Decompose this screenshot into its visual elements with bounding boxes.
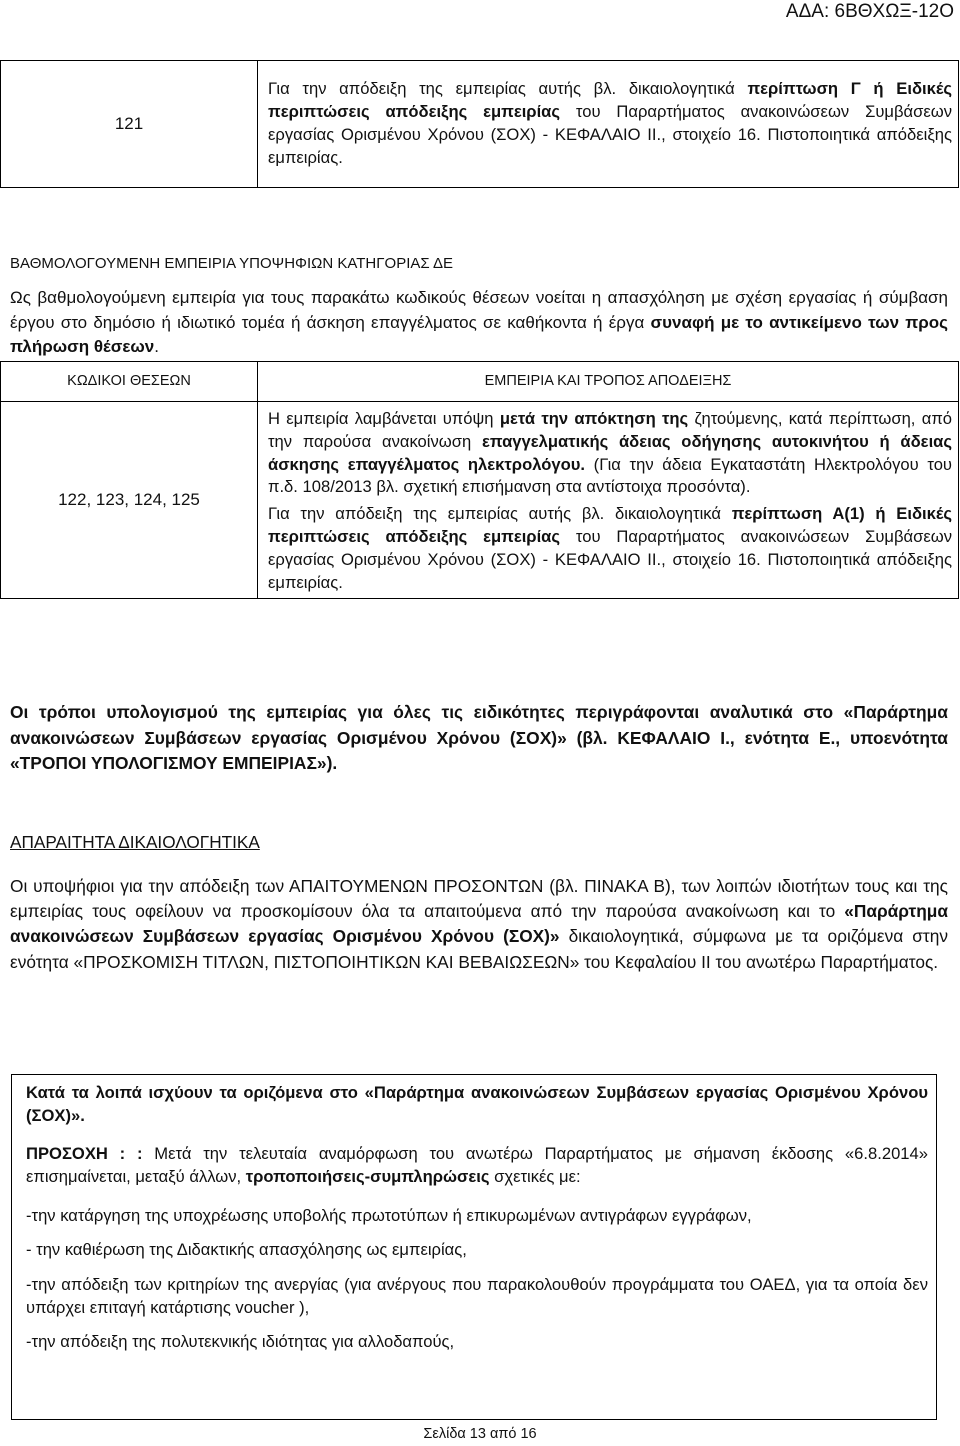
bold-text: τροποποιήσεις-συμπληρώσεις: [245, 1166, 490, 1186]
experience-condition-text: [268, 408, 952, 499]
experience-proof-text: [258, 61, 959, 188]
text-run: - την καθιέρωση της Διδακτικής απασχόλησης ως εμπειρίας,: [26, 1240, 467, 1260]
notice-item: [26, 1330, 928, 1353]
text-run: του Παραρτήματος ανακοινώσεων Συμβάσεων εργασίας Ορισμένου Χρόνου (ΣΟΧ) - ΚΕΦΑΛΑΙΟ ΙΙ., στοιχείο 16. Πιστοποιητικά απόδειξης εμπειρίας.: [268, 102, 952, 167]
text-run: Για την απόδειξη της εμπειρίας αυτής βλ. δικαιολογητικά: [268, 504, 732, 524]
text-run: ζητούμενης, κατά περίπτωση, από την παρούσα ανακοίνωση: [268, 409, 952, 451]
bold-text: περίπτωση Α(1) ή Ειδικές περιπτώσεις απόδειξης εμπειρίας: [268, 504, 953, 546]
table-row: [1, 402, 959, 599]
notice-box: [11, 1074, 937, 1420]
ada-code: ΑΔΑ: 6ΒΘΧΩΞ-12Ο: [785, 1, 954, 22]
column-header-codes: ΚΩΔΙΚΟΙ ΘΕΣΕΩΝ: [1, 362, 258, 402]
category-title: ΒΑΘΜΟΛΟΓΟΥΜΕΝΗ ΕΜΠΕΙΡΙΑ ΥΠΟΨΗΦΙΩΝ ΚΑΤΗΓΟΡΙΑΣ ΔΕ: [10, 255, 454, 272]
text-run: Η εμπειρία λαμβάνεται υπόψη: [268, 409, 500, 428]
bold-text: μετά την απόκτηση της: [499, 409, 689, 428]
text-run: -την κατάργηση της υποχρέωσης υποβολής πρωτοτύπων ή επικυρωμένων αντιγράφων εγγράφων,: [26, 1206, 752, 1226]
notice-item: [26, 1238, 928, 1261]
text-run: -την απόδειξη της πολυτεκνικής ιδιότητας για αλλοδαπούς,: [26, 1332, 455, 1352]
experience-proof-text: [268, 503, 952, 594]
bold-text: ΠΡΟΣΟΧΗ : :: [26, 1143, 143, 1163]
position-code: 121: [1, 61, 258, 188]
bold-text: «Παράρτημα ανακοινώσεων Συμβάσεων εργασίας Ορισμένου Χρόνου (ΣΟΧ)»: [10, 901, 948, 947]
text-run: Ως βαθμολογούμενη εμπειρία για τους παρακάτω κωδικούς θέσεων νοείται η απασχόληση με σχέση εργασίας ή σύμβαση έργου στο δημόσιο ή ιδιωτικό τομέα ή άσκηση επαγγέλματος σε καθήκοντα ή έργα: [10, 288, 948, 332]
table-header-row: [1, 362, 959, 402]
text-run: .: [154, 337, 159, 356]
experience-proof-cell: [258, 402, 959, 599]
notice-general: [26, 1075, 928, 1128]
text-run: του Παραρτήματος ανακοινώσεων Συμβάσεων εργασίας Ορισμένου Χρόνου (ΣΟΧ) - ΚΕΦΑΛΑΙΟ ΙΙ., στοιχείο 16. Πιστοποιητικά απόδειξης εμπειρίας.: [268, 526, 952, 592]
text-run: δικαιολογητικά, σύμφωνα με τα οριζόμενα στην ενότητα «ΠΡΟΣΚΟΜΙΣΗ ΤΙΤΛΩΝ, ΠΙΣΤΟΠΟΙΗΤΙΚΩΝ ΚΑΙ ΒΕΒΑΙΩΣΕΩΝ» του Κεφαλαίου ΙΙ του ανωτέρω Παραρτήματος.: [10, 926, 948, 972]
notice-item: [26, 1273, 928, 1320]
text-run: σχετικές με:: [489, 1166, 581, 1186]
bold-text: επαγγελματικής άδειας οδήγησης αυτοκινήτου ή άδειας άσκησης επαγγέλματος ηλεκτρολόγου.: [268, 431, 953, 474]
text-run: Μετά την τελευταία αναμόρφωση του ανωτέρω Παραρτήματος με σήμανση έκδοσης «6.8.2014» επισημαίνεται, μεταξύ άλλων,: [26, 1143, 928, 1186]
calculation-methods-paragraph: Οι τρόποι υπολογισμού της εμπειρίας για όλες τις ειδικότητες περιγράφονται αναλυτικά στο «Παράρτημα ανακοινώσεων Συμβάσεων εργασίας Ορισμένου Χρόνου (ΣΟΧ)» (βλ. ΚΕΦΑΛΑΙΟ Ι., ενότητα Ε., υποενότητα «ΤΡΟΠΟΙ ΥΠΟΛΟΓΙΣΜΟΥ ΕΜΠΕΙΡΙΑΣ»).: [10, 702, 948, 774]
required-documents-paragraph: [10, 874, 948, 975]
required-documents-title: ΑΠΑΡΑΙΤΗΤΑ ΔΙΚΑΙΟΛΟΓΗΤΙΚΑ: [10, 832, 260, 852]
page-number: Σελίδα 13 από 16: [423, 1426, 537, 1442]
bold-text: περίπτωση Γ ή Ειδικές περιπτώσεις απόδειξης εμπειρίας: [268, 79, 952, 122]
table-row: [1, 61, 959, 188]
experience-table-de: [0, 361, 959, 599]
bold-text: Κατά τα λοιπά ισχύουν τα οριζόμενα στο «Παράρτημα ανακοινώσεων Συμβάσεων εργασίας Ορισμένου Χρόνου (ΣΟΧ)».: [26, 1083, 928, 1126]
text-run: -την απόδειξη των κριτηρίων της ανεργίας (για ανέργους που παρακολουθούν προγράμματα του ΟΑΕΔ, για τα οποία δεν υπάρχει επιταγή κατάρτισης voucher ),: [26, 1274, 928, 1318]
notice-attention: [26, 1142, 928, 1189]
text-run: Οι υποψήφιοι για την απόδειξη των ΑΠΑΙΤΟΥΜΕΝΩΝ ΠΡΟΣΟΝΤΩΝ (βλ. ΠΙΝΑΚΑ Β), των λοιπών ιδιοτήτων τους και της εμπειρίας τους οφείλουν να προσκομίσουν όλα τα απαιτούμενα από την παρούσα ανακοίνωση και το: [10, 876, 948, 922]
position-codes: 122, 123, 124, 125: [1, 402, 258, 599]
column-header-experience: ΕΜΠΕΙΡΙΑ ΚΑΙ ΤΡΟΠΟΣ ΑΠΟΔΕΙΞΗΣ: [258, 362, 959, 402]
experience-table-121: [0, 60, 959, 188]
bold-text: συναφή με το αντικείμενο των προς πλήρωση θέσεων: [10, 312, 948, 356]
notice-item: [26, 1204, 928, 1227]
text-run: (Για την άδεια Εγκαταστάτη Ηλεκτρολόγου του π.δ. 108/2013 βλ. σχετική επισήμανση στα αντίστοιχα προσόντα).: [268, 454, 953, 497]
category-description: [10, 286, 948, 360]
text-run: Για την απόδειξη της εμπειρίας αυτής βλ. δικαιολογητικά: [268, 79, 748, 99]
